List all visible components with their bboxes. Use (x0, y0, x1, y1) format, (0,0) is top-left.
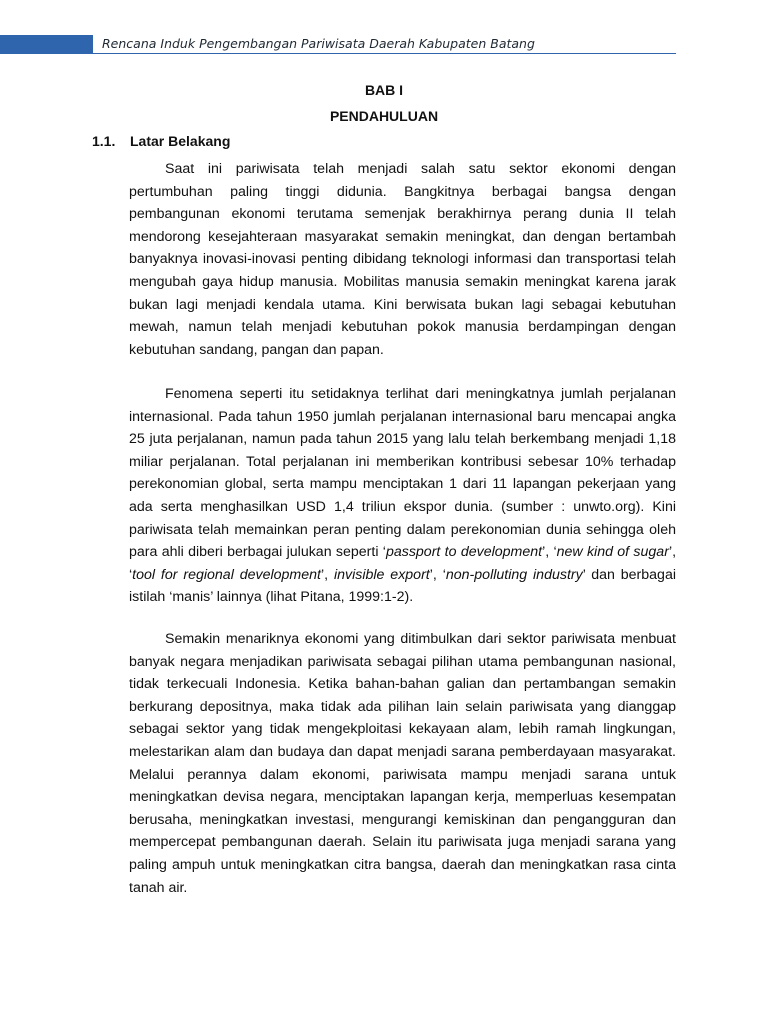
header-accent-bar (0, 35, 93, 54)
paragraph-line: 25 juta perjalanan, namun pada tahun 2015 yang lalu telah berkembang menjadi 1,18 (129, 431, 676, 448)
italic-term: tool for regional development (132, 566, 321, 583)
paragraph-line: berkurang depositnya, maka tidak ada pilihan lain selain pariwisata yang dianggap (129, 698, 676, 715)
running-header: Rencana Induk Pengembangan Pariwisata Daerah Kabupaten Batang (102, 36, 535, 51)
paragraph-line: melestarikan alam dan budaya dan dapat menjadi sarana pemberdayaan masyarakat. (129, 743, 676, 760)
italic-term: new kind of sugar (556, 544, 669, 561)
paragraph-line: bukan lagi menjadi kendala utama. Kini berwisata bukan lagi sebagai kebutuhan (129, 296, 676, 313)
paragraph-line: berusaha, meningkatkan investasi, mengurangi kemiskinan dan pengangguran dan (129, 811, 676, 828)
text-run: para ahli diberi berbagai julukan seperti ‘ (129, 544, 386, 561)
paragraph-3 (129, 628, 676, 899)
paragraph-line: paling ampuh untuk meningkatkan citra bangsa, daerah dan meningkatkan rasa cinta (129, 856, 676, 873)
paragraph-line: tidak terkecuali Indonesia. Ketika bahan-bahan galian dan pertambangan semakin (129, 676, 676, 693)
paragraph-line: mewah, namun telah menjadi kebutuhan pokok manusia berdampingan dengan (129, 319, 676, 336)
text-run: ’, (320, 566, 334, 583)
text-run: ’, (668, 544, 676, 561)
paragraph-line (129, 564, 676, 587)
italic-term: non-polluting industry (445, 566, 583, 583)
paragraph-line: Saat ini pariwisata telah menjadi salah satu sektor ekonomi dengan (165, 161, 676, 177)
chapter-title: PENDAHULUAN (329, 108, 439, 124)
paragraph-line: pertumbuhan paling tinggi didunia. Bangkitnya berbagai bangsa dengan (129, 183, 676, 200)
text-run: ’, ‘ (429, 566, 446, 583)
paragraph-line: mengubah gaya hidup manusia. Mobilitas manusia semakin meningkat karena jarak (129, 273, 676, 290)
text-run: ’ dan berbagai (582, 566, 676, 583)
paragraph-line: pembangunan ekonomi terutama semenjak berakhirnya perang dunia II telah (129, 206, 676, 223)
paragraph-2 (129, 383, 676, 609)
header-rule (93, 53, 676, 54)
paragraph-line: pariwisata telah memainkan peran penting dalam perekonomian dunia sehingga oleh (129, 521, 676, 538)
paragraph-line: banyak negara menjadikan pariwisata sebagai pilihan utama pembangunan nasional, (129, 653, 676, 670)
text-run: ’, ‘ (542, 544, 557, 561)
section-heading (92, 133, 230, 149)
paragraph-line: ada serta menghasilkan USD 1,4 triliun ekspor dunia. (sumber : unwto.org). Kini (129, 498, 676, 515)
italic-term: invisible export (333, 566, 430, 583)
paragraph-line: internasional. Pada tahun 1950 jumlah perjalanan internasional baru mencapai angka (129, 408, 676, 425)
text-run: ‘ (129, 566, 133, 583)
paragraph-line: Fenomena seperti itu setidaknya terlihat dari meningkatnya jumlah perjalanan (165, 386, 676, 402)
paragraph-line: banyaknya inovasi-inovasi penting dibidang teknologi informasi dan transportasi telah (129, 251, 676, 268)
section-number: 1.1. (92, 133, 116, 149)
paragraph-line: istilah ‘manis’ lainnya (lihat Pitana, 1999:1-2). (129, 589, 414, 606)
section-title: Latar Belakang (130, 133, 231, 149)
paragraph-line: miliar perjalanan. Total perjalanan ini memberikan kontribusi sebesar 10% terhadap (129, 453, 676, 470)
chapter-number: BAB I (364, 82, 404, 98)
paragraph-line: meningkatkan devisa negara, menciptakan lapangan kerja, memperluas kesempatan (129, 789, 676, 806)
paragraph-line: sebagai sektor yang tidak mengekploitasi kekayaan alam, lebih ramah lingkungan, (129, 721, 676, 738)
paragraph-line: perekonomian global, serta mampu menciptakan 1 dari 11 lapangan pekerjaan yang (129, 476, 676, 493)
italic-term: passport to development (385, 544, 543, 561)
paragraph-line: mendorong kesejahteraan masyarakat semakin meningkat, dan dengan bertambah (129, 228, 676, 245)
paragraph-line: tanah air. (129, 879, 188, 896)
paragraph-line (129, 541, 676, 564)
paragraph-line: Semakin menariknya ekonomi yang ditimbulkan dari sektor pariwisata menbuat (165, 631, 676, 647)
paragraph-line: mempercepat pembangunan daerah. Selain itu pariwisata juga menjadi sarana yang (129, 834, 676, 851)
paragraph-line: Melalui perannya dalam ekonomi, pariwisata mampu menjadi sarana untuk (129, 766, 676, 783)
paragraph-line: kebutuhan sandang, pangan dan papan. (129, 341, 384, 358)
paragraph-1 (129, 158, 676, 361)
